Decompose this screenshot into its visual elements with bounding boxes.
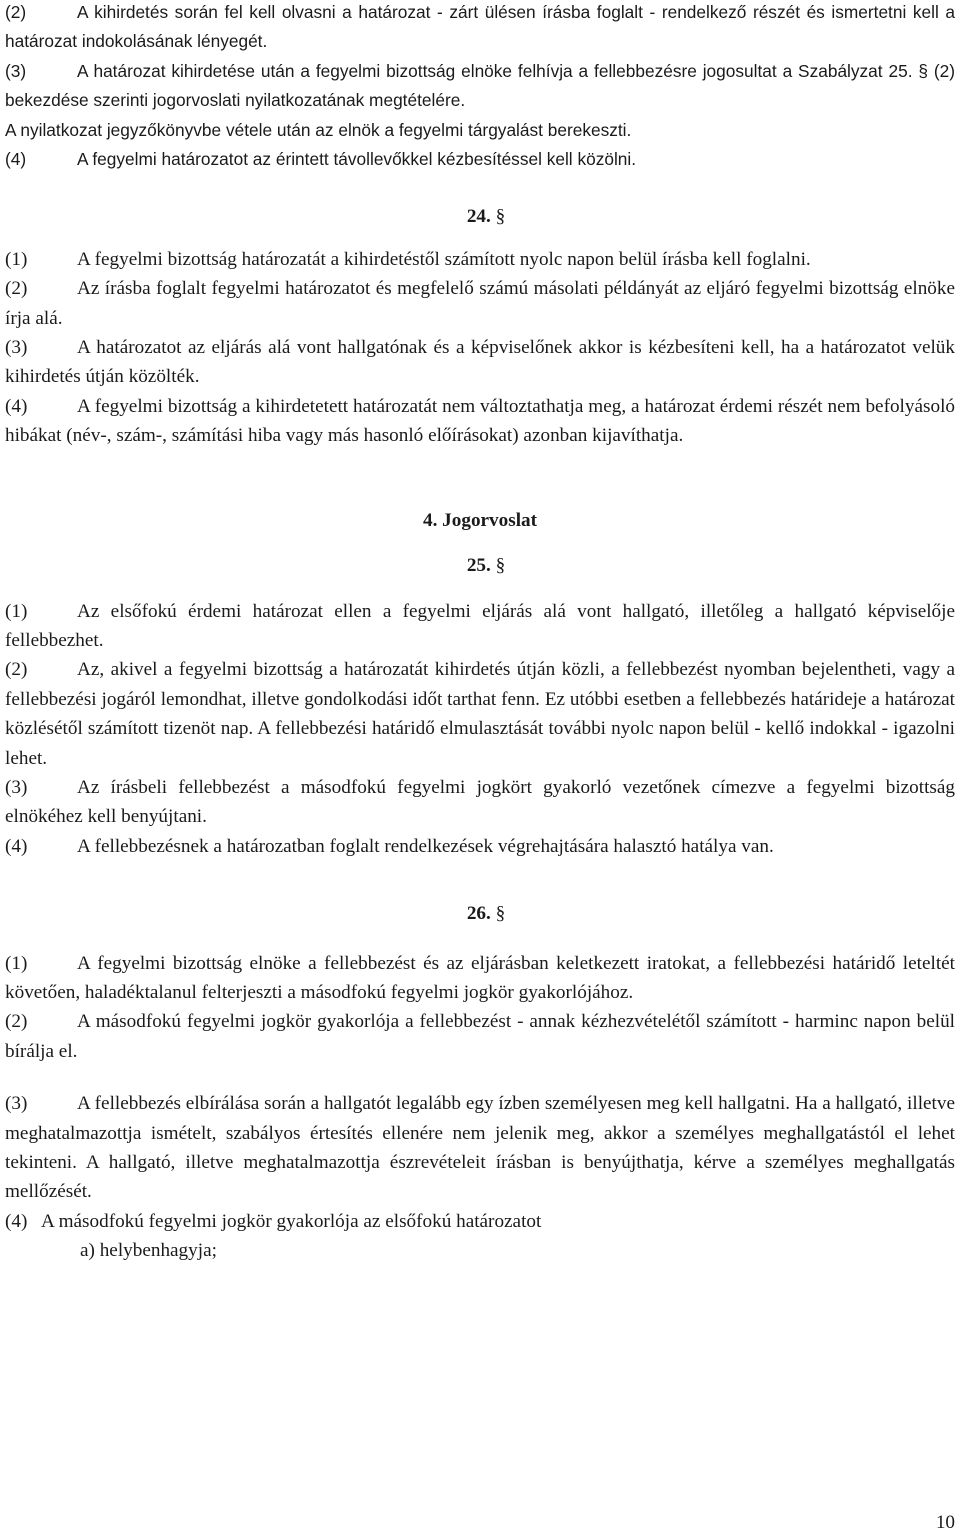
paragraph-23-2 <box>5 0 955 57</box>
paragraph-text: Az, akivel a fegyelmi bizottság a határozatát kihirdetés útján közli, a fellebbezést nyomban bejelentheti, vagy a fellebbezési jogáról lemondhat, illetve gondolkodási időt tarthat fenn. Ez utóbbi esetben a fellebbezés határideje a határozat közlésétől számított tizenöt nap. A fellebbezési határidő elmulasztását további nyolc napon belül - kellő indokkal - igazolni lehet. <box>5 659 955 769</box>
paragraph-text: A fegyelmi bizottság határozatát a kihirdetéstől számított nyolc napon belül írásba kell foglalni. <box>77 248 811 270</box>
item-number: (2) <box>5 2 27 22</box>
paragraph-text: A határozatot az eljárás alá vont hallgatónak és a képviselőnek akkor is kézbesíteni kell, ha a határozatot velük kihirdetés útján közölték. <box>5 337 955 388</box>
item-number: (4) <box>5 149 27 170</box>
paragraph-24-2 <box>5 274 955 333</box>
section-26-heading <box>5 899 955 928</box>
section-25-heading <box>5 551 955 580</box>
paragraph-25-2 <box>5 655 955 773</box>
paragraph-23-4 <box>5 145 955 174</box>
paragraph-text: A másodfokú fegyelmi jogkör gyakorlója a fellebbezést - annak kézhezvételétől számított - harminc napon belül bírálja el. <box>5 1011 955 1062</box>
paragraph-24-3 <box>5 333 955 392</box>
section-sign: § <box>495 903 506 925</box>
paragraph-text: A kihirdetés során fel kell olvasni a határozat - zárt ülésen írásba foglalt - rendelkező részét és ismertetni kell a határozat indokolásának lényegét. <box>5 2 955 52</box>
document-page <box>5 0 955 1266</box>
paragraph-25-4 <box>5 832 955 861</box>
paragraph-text: A határozat kihirdetése után a fegyelmi bizottság elnöke felhívja a fellebbezésre jogosultat a Szabályzat 25. § (2) bekezdése szerinti jogorvoslati nyilatkozatának megtételére. <box>5 60 955 111</box>
paragraph-text: Az elsőfokú érdemi határozat ellen a fegyelmi eljárás alá vont hallgató, illetőleg a hallgató képviselője fellebbezhet. <box>5 600 955 651</box>
paragraph-text: Az írásbeli fellebbezést a másodfokú fegyelmi jogkört gyakorló vezetőnek címezve a fegyelmi bizottság elnökéhez kell benyújtani. <box>5 776 955 828</box>
paragraph-text: A fellebbezésnek a határozatban foglalt rendelkezések végrehajtására halasztó hatálya van. <box>77 835 774 857</box>
item-number: (3) <box>5 337 28 359</box>
item-number: (1) <box>5 600 28 622</box>
section-number: 24. <box>466 206 491 228</box>
paragraph-text: A fegyelmi bizottság elnöke a fellebbezést és az eljárásban keletkezett iratokat, a fellebbezési határidő leteltét követően, haladéktalanul felterjeszti a másodfokú fegyelmi jogkör gyakorlójához. <box>5 952 955 1003</box>
item-number: (2) <box>5 278 28 300</box>
section-24-heading <box>5 202 955 231</box>
section-sign: § <box>495 206 506 228</box>
paragraph-26-3 <box>5 1089 955 1207</box>
page-number: 10 <box>935 1512 955 1533</box>
item-number: (2) <box>5 1011 28 1033</box>
item-number: (1) <box>5 248 28 270</box>
paragraph-text: A fegyelmi határozatot az érintett távollevőkkel kézbesítéssel kell közölni. <box>77 149 637 170</box>
list-item-a: a) helybenhagyja; <box>80 1240 217 1262</box>
paragraph-text: A másodfokú fegyelmi jogkör gyakorlója az elsőfokú határozatot <box>41 1210 542 1232</box>
paragraph-26-2 <box>5 1007 955 1066</box>
item-number: (4) <box>5 1210 28 1232</box>
item-number: (3) <box>5 776 28 798</box>
section-number: 25. <box>466 555 491 577</box>
paragraph-24-4 <box>5 392 955 451</box>
item-number: (2) <box>5 659 28 681</box>
item-number: (3) <box>5 1093 28 1115</box>
section-number: 26. <box>466 903 491 925</box>
paragraph-text: A nyilatkozat jegyzőkönyvbe vétele után az elnök a fegyelmi tárgyalást berekeszti. <box>5 119 632 140</box>
section-sign: § <box>495 555 506 577</box>
paragraph-25-1 <box>5 597 955 656</box>
paragraph-26-1 <box>5 949 955 1008</box>
item-number: (1) <box>5 952 28 974</box>
item-number: (3) <box>5 60 27 81</box>
paragraph-26-4 <box>5 1207 955 1236</box>
paragraph-23-3 <box>5 57 955 116</box>
item-number: (4) <box>5 395 28 417</box>
paragraph-text: A fegyelmi bizottság a kihirdetetett határozatát nem változtathatja meg, a határozat érdemi részét nem befolyásoló hibákat (név-, szám-, számítási hiba vagy más hasonló előírásokat) azonban kijavíthatja. <box>5 395 955 447</box>
paragraph-text: A fellebbezés elbírálása során a hallgatót legalább egy ízben személyesen meg kell hallgatni. Ha a hallgató, illetve meghatalmazottja ismételt, szabályos értesítés ellenére nem jelenik meg, akkor a személyes meghallgatástól el lehet tekinteni. A hallgató, illetve meghatalmazottja észrevételeit írásban is benyújthatja, kérve a személyes meghallgatás mellőzését. <box>5 1093 955 1203</box>
paragraph-text: Az írásba foglalt fegyelmi határozatot és megfelelő számú másolati példányát az eljáró fegyelmi bizottság elnöke írja alá. <box>5 278 955 329</box>
paragraph-24-1 <box>5 245 955 274</box>
item-number: (4) <box>5 835 28 857</box>
paragraph-23-3-cont <box>5 116 955 145</box>
chapter-heading: 4. Jogorvoslat <box>422 509 538 531</box>
paragraph-25-3 <box>5 773 955 832</box>
